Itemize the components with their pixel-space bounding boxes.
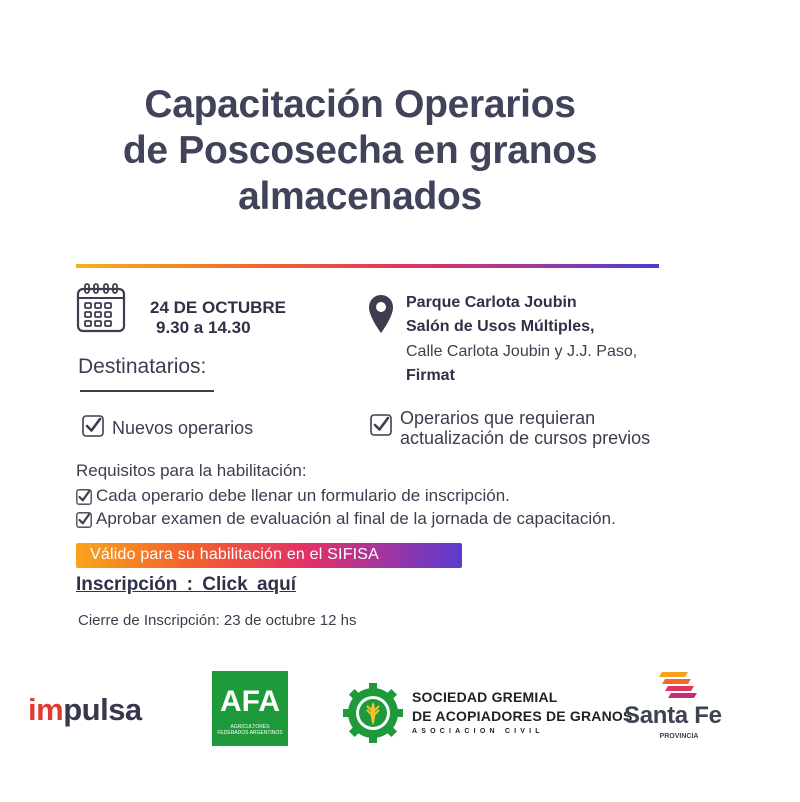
sociedad-line-2: DE ACOPIADORES DE GRANOS [412, 708, 633, 724]
sociedad-line-1: SOCIEDAD GREMIAL [412, 689, 558, 705]
registration-link[interactable] [76, 574, 296, 596]
event-time: 9.30 a 14.30 [156, 318, 251, 337]
recipients-underline [80, 390, 214, 392]
recipient-new-operators: Nuevos operarios [112, 418, 254, 438]
location-name: Parque Carlota Joubin [406, 294, 577, 311]
afa-logo-subtitle: AGRICULTORES FEDERADOS ARGENTINOS [217, 724, 283, 736]
checkbox-icon [82, 415, 104, 437]
recipient-update-line-2: actualización de cursos previos [400, 428, 651, 448]
checkbox-icon [76, 489, 92, 505]
checkbox-icon [76, 512, 92, 528]
calendar-icon [76, 283, 126, 333]
registration-closing: Cierre de Inscripción: 23 de octubre 12 hs [78, 612, 357, 629]
requirement-item: Cada operario debe llenar un formulario de inscripción. [96, 486, 510, 505]
checkbox-icon [370, 414, 392, 436]
title-line-1: Capacitación Operarios [144, 83, 576, 126]
santa-fe-logo-subtitle: PROVINCIA [659, 733, 699, 740]
santa-fe-logo-text: Santa Fe [624, 702, 722, 729]
title-line-3: almacenados [238, 175, 482, 218]
click-here-link[interactable]: Click aquí [202, 574, 296, 595]
impulsa-logo: impulsa [28, 692, 142, 727]
afa-logo-text: AFA [220, 685, 280, 718]
location-city: Firmat [406, 367, 455, 384]
recipients-heading: Destinatarios: [78, 355, 207, 378]
sociedad-gear-logo-icon [342, 682, 404, 744]
location-room: Salón de Usos Múltiples, [406, 318, 595, 335]
recipient-update-line-1: Operarios que requieran [400, 408, 596, 428]
requirement-item: Aprobar examen de evaluación al final de la jornada de capacitación. [96, 509, 616, 528]
event-date: 24 DE OCTUBRE [150, 298, 287, 317]
sifisa-banner-text: Válido para su habilitación en el SIFISA [90, 546, 380, 563]
map-pin-icon [368, 294, 394, 334]
registration-label: Inscripción : [76, 574, 193, 595]
requirements-heading: Requisitos para la habilitación: [76, 461, 307, 480]
gradient-divider [76, 264, 659, 268]
sociedad-line-3: ASOCIACION CIVIL [412, 728, 544, 735]
title-line-2: de Poscosecha en granos [122, 129, 598, 172]
recipient-update-operators [400, 408, 650, 448]
page-title [40, 82, 680, 220]
santa-fe-flag-icon [658, 670, 702, 700]
location-address: Calle Carlota Joubin y J.J. Paso, [406, 343, 638, 360]
